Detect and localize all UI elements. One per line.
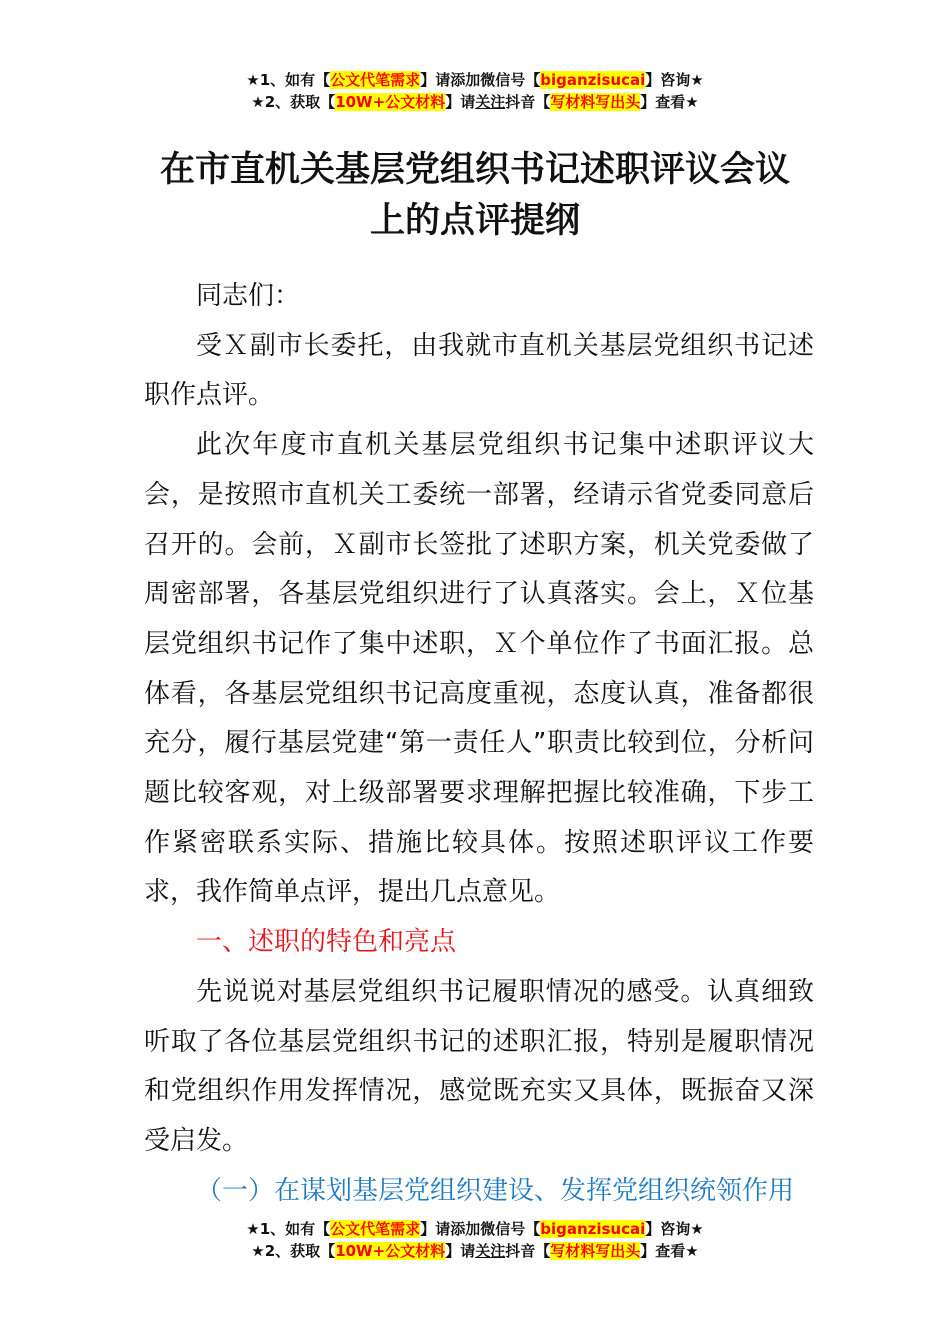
promo-line-1 xyxy=(0,1218,950,1240)
promo-highlight: 10W+公文材料 xyxy=(335,1242,446,1260)
promo-text: 】咨询★ xyxy=(645,1220,704,1238)
promo-text: 抖音【 xyxy=(505,93,551,111)
promo-underline: 关注 xyxy=(475,93,506,111)
promo-text: 】请添加微信号【 xyxy=(420,71,541,89)
subsection-heading: （一）在谋划基层党组织建设、发挥党组织统领作用 xyxy=(196,1175,795,1206)
promo-line-2 xyxy=(0,1240,950,1262)
promo-text: ★1、如有【 xyxy=(246,71,331,89)
promo-text: 】请添加微信号【 xyxy=(420,1220,541,1238)
section-heading: 一、述职的特色和亮点 xyxy=(196,927,457,958)
promo-text: 】查看★ xyxy=(640,1242,699,1260)
promo-text: 】请 xyxy=(445,93,476,111)
promo-highlight-douyin: 写材料写出头 xyxy=(550,1242,641,1260)
document-body xyxy=(144,272,814,1216)
title-line-2: 上的点评提纲 xyxy=(369,201,580,241)
promo-highlight: 公文代笔需求 xyxy=(330,1220,421,1238)
promo-highlight-douyin: 写材料写出头 xyxy=(550,93,641,111)
promo-text: 】请 xyxy=(445,1242,476,1260)
promo-text: ★2、获取【 xyxy=(251,1242,336,1260)
promo-text: 】查看★ xyxy=(640,93,699,111)
promo-text: ★2、获取【 xyxy=(251,93,336,111)
promo-banner-top xyxy=(0,69,950,113)
promo-text: 抖音【 xyxy=(505,1242,551,1260)
promo-line-2 xyxy=(0,91,950,113)
promo-highlight-wechat: biganzisucai xyxy=(540,1220,646,1238)
promo-line-1 xyxy=(0,69,950,91)
promo-highlight: 10W+公文材料 xyxy=(335,93,446,111)
paragraph: 此次年度市直机关基层党组织书记集中述职评议大会，是按照市直机关工委统一部署，经请示省党委同意后召开的。会前，Ｘ副市长签批了述职方案，机关党委做了周密部署，各基层党组织进行了认真落实。会上，Ｘ位基层党组织书记作了集中述职，Ｘ个单位作了书面汇报。总体看，各基层党组织书记高度重视，态度认真，准备都很充分，履行基层党建“第一责任人”职责比较到位，分析问题比较客观，对上级部署要求理解把握比较准确，下步工作紧密联系实际、措施比较具体。按照述职评议工作要求，我作简单点评，提出几点意见。 xyxy=(144,430,814,908)
promo-highlight-wechat: biganzisucai xyxy=(540,71,646,89)
promo-text: 】咨询★ xyxy=(645,71,704,89)
paragraph: 受Ｘ副市长委托，由我就市直机关基层党组织书记述职作点评。 xyxy=(144,330,814,411)
title-line-1: 在市直机关基层党组织书记述职评议会议 xyxy=(159,150,790,190)
paragraph: 先说说对基层党组织书记履职情况的感受。认真细致听取了各位基层党组织书记的述职汇报，特别是履职情况和党组织作用发挥情况，感觉既充实又具体，既振奋又深受启发。 xyxy=(144,976,814,1156)
promo-banner-bottom xyxy=(0,1218,950,1262)
promo-text: ★1、如有【 xyxy=(246,1220,331,1238)
promo-underline: 关注 xyxy=(475,1242,506,1260)
promo-highlight: 公文代笔需求 xyxy=(330,71,421,89)
document-title xyxy=(0,145,950,247)
salutation: 同志们： xyxy=(196,281,301,311)
